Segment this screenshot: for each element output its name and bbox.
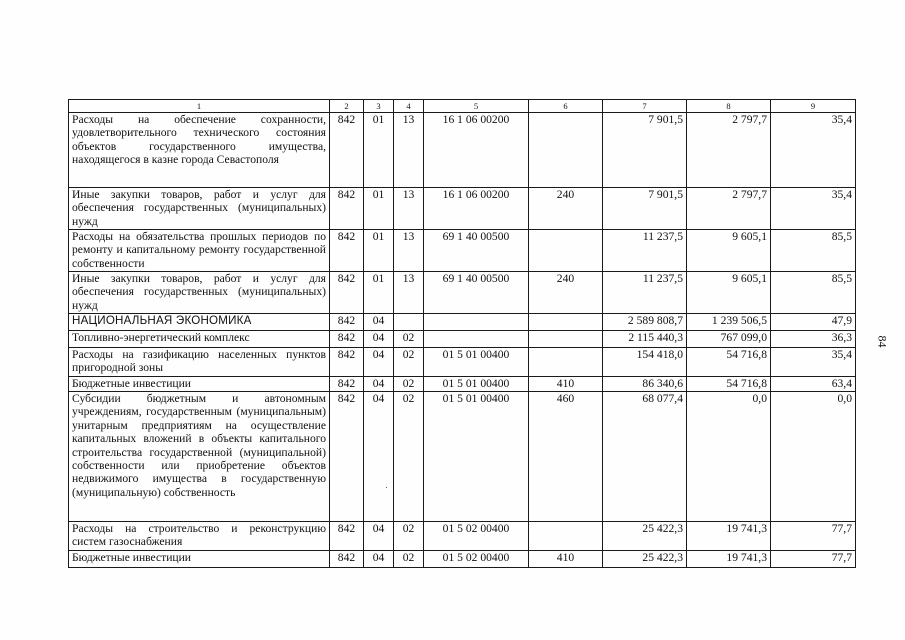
column-number: 4 — [394, 100, 424, 113]
subsection-code: 13 — [394, 113, 424, 188]
ministry-code: 842 — [330, 392, 364, 522]
target-item-code: 01 5 02 00400 — [424, 522, 529, 551]
expense-type-code: 240 — [529, 272, 603, 314]
table-row — [69, 314, 856, 331]
target-item-code: 01 5 01 00400 — [424, 392, 529, 522]
ministry-code: 842 — [330, 331, 364, 348]
target-item-code — [424, 314, 529, 331]
table-row — [69, 113, 856, 188]
row-name: Иные закупки товаров, работ и услуг для обеспечения государственных (муниципальных) нужд — [69, 188, 330, 230]
executed-amount: 54 716,8 — [687, 348, 771, 377]
column-number: 5 — [424, 100, 529, 113]
column-number: 9 — [771, 100, 856, 113]
executed-amount: 767 099,0 — [687, 331, 771, 348]
expense-type-code — [529, 522, 603, 551]
executed-amount: 9 605,1 — [687, 272, 771, 314]
column-number: 8 — [687, 100, 771, 113]
table-row — [69, 392, 856, 522]
expense-type-code: 410 — [529, 377, 603, 392]
approved-amount: 7 901,5 — [603, 113, 687, 188]
row-name: НАЦИОНАЛЬНАЯ ЭКОНОМИКА — [69, 314, 330, 331]
section-code: 04 — [364, 522, 394, 551]
executed-amount: 9 605,1 — [687, 230, 771, 272]
column-number: 1 — [69, 100, 330, 113]
expense-type-code — [529, 348, 603, 377]
section-code: 04 — [364, 551, 394, 568]
approved-amount: 86 340,6 — [603, 377, 687, 392]
row-name: Расходы на обеспечение сохранности, удовлетворительного технического состояния объектов государственного имущества, находящегося в казне города Севастополя — [69, 113, 330, 188]
table-body — [69, 113, 856, 568]
section-code: 04 — [364, 314, 394, 331]
target-item-code: 69 1 40 00500 — [424, 230, 529, 272]
ministry-code: 842 — [330, 314, 364, 331]
execution-percent: 77,7 — [771, 551, 856, 568]
execution-percent: 47,9 — [771, 314, 856, 331]
executed-amount: 0,0 — [687, 392, 771, 522]
subsection-code: 13 — [394, 188, 424, 230]
budget-table — [68, 99, 856, 568]
expense-type-code — [529, 331, 603, 348]
execution-percent: 77,7 — [771, 522, 856, 551]
column-number: 7 — [603, 100, 687, 113]
executed-amount: 54 716,8 — [687, 377, 771, 392]
row-name: Топливно-энергетический комплекс — [69, 331, 330, 348]
page-number: 84 — [875, 335, 890, 348]
table-row — [69, 188, 856, 230]
expense-type-code — [529, 113, 603, 188]
subsection-code — [394, 314, 424, 331]
execution-percent: 85,5 — [771, 272, 856, 314]
column-number: 3 — [364, 100, 394, 113]
approved-amount: 25 422,3 — [603, 522, 687, 551]
approved-amount: 11 237,5 — [603, 272, 687, 314]
row-name: Субсидии бюджетным и автономным учреждениям, государственным (муниципальным) унитарным предприятиям на осуществление капитальных вложений в объекты капитального строительства государственной (муниципальной) собственности или приобретение объектов недвижимого имущества в государственную (муниципальную) собственность — [69, 392, 330, 522]
approved-amount: 2 115 440,3 — [603, 331, 687, 348]
column-number-row — [69, 100, 856, 113]
table-row — [69, 377, 856, 392]
section-code: 04 — [364, 377, 394, 392]
row-name: Расходы на строительство и реконструкцию систем газоснабжения — [69, 522, 330, 551]
subsection-code: 02 — [394, 392, 424, 522]
subsection-code: 02 — [394, 377, 424, 392]
approved-amount: 25 422,3 — [603, 551, 687, 568]
subsection-code: 02 — [394, 348, 424, 377]
expense-type-code — [529, 314, 603, 331]
execution-percent: 35,4 — [771, 348, 856, 377]
table-row — [69, 230, 856, 272]
column-number: 2 — [330, 100, 364, 113]
section-code: 01 — [364, 113, 394, 188]
table-row — [69, 522, 856, 551]
section-code: 04 — [364, 392, 394, 522]
expense-type-code — [529, 230, 603, 272]
executed-amount: 19 741,3 — [687, 522, 771, 551]
execution-percent: 85,5 — [771, 230, 856, 272]
subsection-code: 13 — [394, 272, 424, 314]
target-item-code: 16 1 06 00200 — [424, 188, 529, 230]
ministry-code: 842 — [330, 230, 364, 272]
expense-type-code: 460 — [529, 392, 603, 522]
approved-amount: 7 901,5 — [603, 188, 687, 230]
row-name: Расходы на обязательства прошлых периодов по ремонту и капитальному ремонту государственной собственности — [69, 230, 330, 272]
subsection-code: 02 — [394, 551, 424, 568]
section-code: 01 — [364, 188, 394, 230]
expense-type-code: 240 — [529, 188, 603, 230]
row-name: Иные закупки товаров, работ и услуг для обеспечения государственных (муниципальных) нужд — [69, 272, 330, 314]
executed-amount: 1 239 506,5 — [687, 314, 771, 331]
approved-amount: 11 237,5 — [603, 230, 687, 272]
execution-percent: 36,3 — [771, 331, 856, 348]
column-number: 6 — [529, 100, 603, 113]
table-row — [69, 551, 856, 568]
expense-type-code: 410 — [529, 551, 603, 568]
ministry-code: 842 — [330, 113, 364, 188]
ministry-code: 842 — [330, 272, 364, 314]
table-row — [69, 272, 856, 314]
section-code: 01 — [364, 230, 394, 272]
row-name: Расходы на газификацию населенных пунктов пригородной зоны — [69, 348, 330, 377]
target-item-code: 16 1 06 00200 — [424, 113, 529, 188]
scan-speck — [386, 487, 387, 488]
target-item-code: 01 5 01 00400 — [424, 348, 529, 377]
execution-percent: 0,0 — [771, 392, 856, 522]
target-item-code — [424, 331, 529, 348]
approved-amount: 2 589 808,7 — [603, 314, 687, 331]
executed-amount: 19 741,3 — [687, 551, 771, 568]
table-row — [69, 331, 856, 348]
target-item-code: 01 5 01 00400 — [424, 377, 529, 392]
approved-amount: 154 418,0 — [603, 348, 687, 377]
subsection-code: 02 — [394, 522, 424, 551]
executed-amount: 2 797,7 — [687, 113, 771, 188]
table-row — [69, 348, 856, 377]
target-item-code: 69 1 40 00500 — [424, 272, 529, 314]
row-name: Бюджетные инвестиции — [69, 377, 330, 392]
row-name: Бюджетные инвестиции — [69, 551, 330, 568]
execution-percent: 63,4 — [771, 377, 856, 392]
section-code: 01 — [364, 272, 394, 314]
subsection-code: 02 — [394, 331, 424, 348]
section-code: 04 — [364, 331, 394, 348]
ministry-code: 842 — [330, 551, 364, 568]
execution-percent: 35,4 — [771, 188, 856, 230]
ministry-code: 842 — [330, 377, 364, 392]
executed-amount: 2 797,7 — [687, 188, 771, 230]
approved-amount: 68 077,4 — [603, 392, 687, 522]
execution-percent: 35,4 — [771, 113, 856, 188]
ministry-code: 842 — [330, 348, 364, 377]
subsection-code: 13 — [394, 230, 424, 272]
ministry-code: 842 — [330, 188, 364, 230]
section-code: 04 — [364, 348, 394, 377]
ministry-code: 842 — [330, 522, 364, 551]
target-item-code: 01 5 02 00400 — [424, 551, 529, 568]
